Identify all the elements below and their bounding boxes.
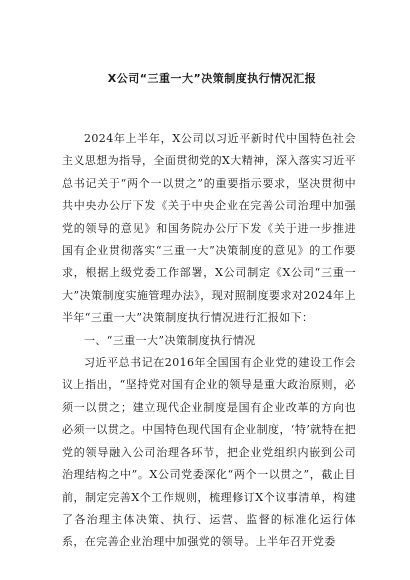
- body-paragraph: 习近平总书记在2016年全国国有企业党的建设工作会议上指出，“坚持党对国有企业的领导是重大政治原则，必须一以贯之；建立现代企业制度是国有企业改革的方向也必须一以贯之。中国特色现代国有企业制度，‘特’就特在把党的领导融入公司治理各环节，把企业党组织内嵌到公司治理结构之中”。X公司党委深化“两个一以贯之”，截止目前，制定完善X个工作规则，梳理修订X个议事清单，构建了各治理主体决策、执行、运营、监督的标准化运行体系，在完善企业治理中加强党的领导。上半年召开党委: [62, 356, 356, 549]
- intro-paragraph: 2024年上半年，X公司以习近平新时代中国特色社会主义思想为指导，全面贯彻党的X大精神，深入落实习近平总书记关于“两个一以贯之”的重要指示要求，坚决贯彻中共中央办公厅下发《关于中央企业在完善公司治理中加强党的领导的意见》和国务院办公厅下发《关于进一步推进国有企业贯彻落实“三重一大”决策制度的意见》的工作要求，根据上级党委工作部署，X公司制定《X公司“三重一大”决策制度实施管理办法》，现对照制度要求对2024年上半年“三重一大”决策制度执行情况进行汇报如下：: [62, 132, 356, 325]
- section-heading: 一、“三重一大”决策制度执行情况: [84, 333, 256, 347]
- document-title: X公司“三重一大”决策制度执行情况汇报: [107, 72, 317, 85]
